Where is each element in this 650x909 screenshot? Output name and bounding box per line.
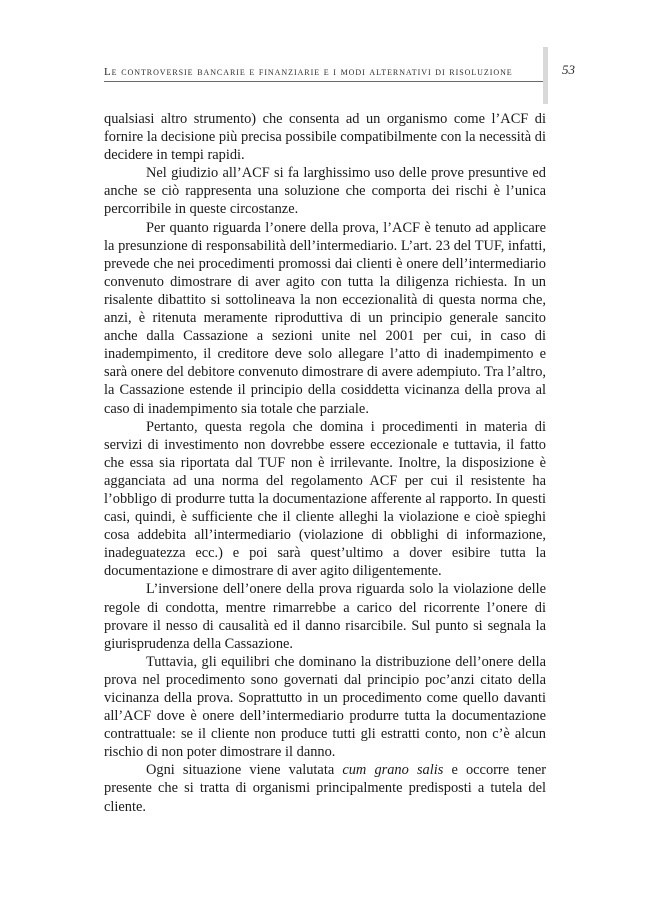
body-text	[104, 110, 546, 816]
margin-bar	[543, 47, 548, 104]
running-header	[104, 60, 550, 80]
paragraph-tuttavia: Tuttavia, gli equilibri che dominano la distribuzione dell’onere della prova nel procedimento sono governati dal principio poc’anzi citato della vicinanza della prova. Soprattutto in un procedimento come quello davanti all’ACF dove è onere dell’intermediario produrre tutta la documentazione contrattuale: se il cliente non produce tutti gli estratti conto, non c’è alcun rischio di non poter dimostrare il danno.	[104, 653, 546, 761]
paragraph-prove-presuntive: Nel giudizio all’ACF si fa larghissimo uso delle prove presuntive ed anche se ciò rappresenta una soluzione che comporta dei rischi è l’unica percorribile in queste circostanze.	[104, 165, 546, 218]
running-title: Le controversie bancarie e finanziarie e i modi alternativi di risoluzione	[104, 66, 513, 78]
paragraph-cum-grano-salis	[104, 761, 546, 815]
paragraph-text-before: Ogni situazione viene valutata	[146, 762, 343, 779]
header-rule	[104, 81, 546, 82]
italic-phrase: cum grano salis	[342, 762, 444, 779]
paragraph-text-after: e occorre tener presente che si tratta di organismi principalmente predisposti a tutela del cliente.	[104, 762, 546, 815]
paragraph-onere-della-prova: Per quanto riguarda l’onere della prova, l’ACF è tenuto ad applicare la presunzione di responsabilità dell’intermediario. L’art. 23 del TUF, infatti, prevede che nei procedimenti promossi dai clienti è onere dell’intermediario convenuto dimostrare di aver agito con tutta la diligenza richiesta. In un risalente dibattito si sottolineava la non eccezionalità di questa norma che, anzi, è ritenuta meramente riproduttiva di un principio generale sancito anche dalla Cassazione a sezioni unite nel 2001 per cui, in caso di inadempimento, il creditore deve solo allegare l’atto di inadempimento e sarà onere del debitore convenuto dimostrare di avere adempiuto. Tra l’altro, la Cassazione estende il principio della cosiddetta vicinanza della prova al caso di inadempimento sia totale che parziale.	[104, 219, 546, 417]
paragraph-inversione: L’inversione dell’onere della prova riguarda solo la violazione delle regole di condotta, mentre rimarrebbe a carico del ricorrente l’onere di provare il nesso di causalità ed il danno risarcibile. Sul punto si segnala la giurisprudenza della Cassazione.	[104, 581, 546, 652]
paragraph-pertanto: Pertanto, questa regola che domina i procedimenti in materia di servizi di investimento non dovrebbe essere eccezionale e tuttavia, il fatto che essa sia riportata dal TUF non è irrilevante. Inoltre, la disposizione è agganciata ad una norma del regolamento ACF per cui il resistente ha l’obbligo di produrre tutta la documentazione afferente al rapporto. In questi casi, quindi, è sufficiente che il cliente alleghi la violazione e cioè spieghi cosa addebita all’intermediario (violazione di obblighi di informazione, inadeguatezza ecc.) e poi sarà quest’ultimo a dover esibire tutta la documentazione e dimostrare di aver agito diligentemente.	[104, 418, 546, 580]
page-number: 53	[562, 62, 575, 77]
paragraph-continuation: qualsiasi altro strumento) che consenta ad un organismo come l’ACF di fornire la decisione più precisa possibile compatibilmente con la necessità di decidere in tempi rapidi.	[104, 111, 546, 164]
